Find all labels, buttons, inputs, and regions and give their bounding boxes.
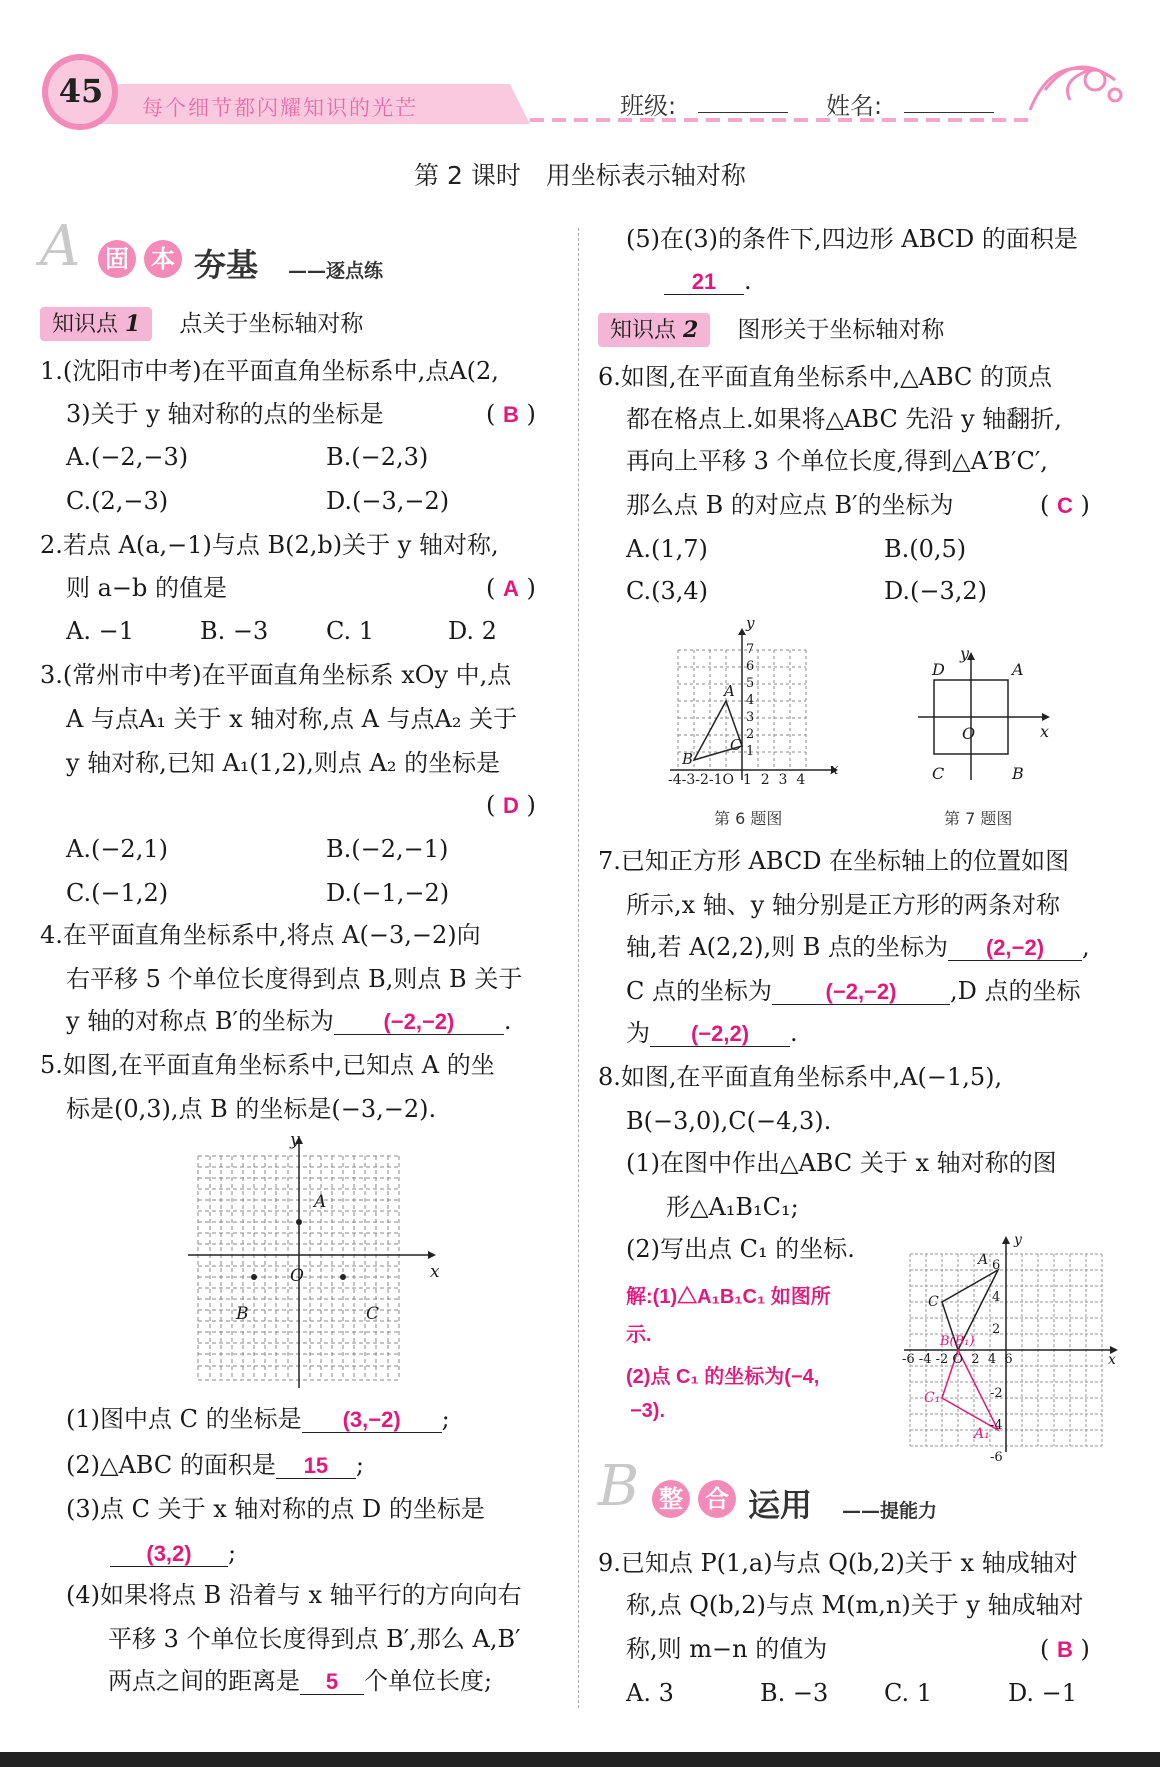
q8-part2: (2)写出点 C₁ 的坐标. bbox=[626, 1235, 855, 1263]
fig6-point-a: A bbox=[724, 682, 735, 700]
fig8-point-b: B(B₁) bbox=[940, 1334, 975, 1349]
q5-part2-answer: 15 bbox=[303, 1453, 329, 1478]
q3-option-a: A.(−2,1) bbox=[66, 835, 168, 863]
q3-option-b: B.(−2,−1) bbox=[326, 835, 449, 863]
fig7-x-label: x bbox=[1040, 722, 1050, 741]
section-b-title: 运用 bbox=[748, 1486, 813, 1524]
q5-part4-line3: 两点之间的距离是 5 个单位长度; bbox=[108, 1667, 493, 1695]
figure-q8-grid bbox=[900, 1236, 1122, 1454]
q7-answer-c: (−2,−2) bbox=[825, 979, 897, 1004]
q8-part1-line1: (1)在图中作出△ABC 关于 x 轴对称的图 bbox=[626, 1149, 1057, 1177]
section-a-title: 夯基 bbox=[194, 246, 259, 284]
fig6-x-label: x bbox=[830, 760, 839, 778]
header-slogan: 每个细节都闪耀知识的光芒 bbox=[142, 96, 418, 120]
q3-line1: 3.(常州市中考)在平面直角坐标系 xOy 中,点 bbox=[40, 661, 512, 689]
q8-solution-4: −3). bbox=[630, 1400, 666, 1422]
q5-part3-answer-line: (3,2) ; bbox=[110, 1538, 236, 1568]
q2-line1: 2.若点 A(a,−1)与点 B(2,b)关于 y 轴对称, bbox=[40, 531, 499, 559]
q5-part4-answer: 5 bbox=[325, 1669, 339, 1694]
fig8-x-ticks: -6 -4 -2 O 2 4 6 bbox=[902, 1352, 1013, 1367]
fig8-point-c: C bbox=[928, 1294, 939, 1310]
q9-line3: 称,则 m−n 的值为 bbox=[626, 1635, 828, 1663]
fig7-y-label: y bbox=[960, 644, 970, 663]
fig7-caption: 第 7 题图 bbox=[944, 809, 1013, 828]
fig6-point-b: B bbox=[682, 750, 694, 768]
fig7-point-a: A bbox=[1012, 660, 1024, 679]
q2-option-a: A. −1 bbox=[66, 617, 134, 645]
section-b-char2: 合 bbox=[698, 1480, 736, 1518]
page-number: 45 bbox=[58, 72, 104, 110]
q8-solution-2: 示. bbox=[626, 1324, 652, 1346]
q8-line1: 8.如图,在平面直角坐标系中,A(−1,5), bbox=[598, 1063, 1003, 1091]
fig8-x-label: x bbox=[1108, 1352, 1116, 1368]
fig8-point-a1: A₁ bbox=[974, 1426, 990, 1442]
q7-line5: 为 (−2,2) . bbox=[626, 1019, 798, 1047]
q9-option-c: C. 1 bbox=[884, 1679, 933, 1707]
q9-option-a: A. 3 bbox=[626, 1679, 674, 1707]
q4-line3: y 轴的对称点 B′的坐标为 (−2,−2) . bbox=[66, 1007, 512, 1035]
q8-line2: B(−3,0),C(−4,3). bbox=[626, 1107, 832, 1135]
section-b-char1: 整 bbox=[652, 1480, 690, 1518]
q1-option-b: B.(−2,3) bbox=[326, 443, 429, 471]
q5-part1-answer: (3,−2) bbox=[342, 1407, 401, 1432]
q5-part5: (5)在(3)的条件下,四边形 ABCD 的面积是 bbox=[626, 225, 1078, 253]
q6-option-d: D.(−3,2) bbox=[884, 577, 988, 605]
section-a-char1: 固 bbox=[98, 240, 136, 278]
q3-option-c: C.(−1,2) bbox=[66, 879, 169, 907]
q3-option-d: D.(−1,−2) bbox=[326, 879, 450, 907]
q6-line1: 6.如图,在平面直角坐标系中,△ABC 的顶点 bbox=[598, 363, 1053, 391]
q5-part3-answer: (3,2) bbox=[146, 1541, 192, 1566]
q9-answer: ( B ) bbox=[1040, 1635, 1090, 1663]
q5-line2: 标是(0,3),点 B 的坐标是(−3,−2). bbox=[66, 1095, 437, 1123]
q8-solution-1: 解:(1)△A₁B₁C₁ 如图所 bbox=[626, 1286, 831, 1308]
q1-option-d: D.(−3,−2) bbox=[326, 487, 450, 515]
q4-line1: 4.在平面直角坐标系中,将点 A(−3,−2)向 bbox=[40, 921, 481, 949]
q1-option-c: C.(2,−3) bbox=[66, 487, 169, 515]
q1-line2: 3)关于 y 轴对称的点的坐标是 bbox=[66, 400, 384, 428]
knowledge-point-1 bbox=[40, 305, 363, 341]
q6-line4: 那么点 B 的对应点 B′的坐标为 bbox=[626, 491, 954, 519]
q2-option-c: C. 1 bbox=[326, 617, 375, 645]
q4-line2: 右平移 5 个单位长度得到点 B,则点 B 关于 bbox=[66, 965, 523, 993]
kp2-title: 图形关于坐标轴对称 bbox=[737, 317, 945, 343]
fig5-point-a: A bbox=[314, 1192, 327, 1212]
name-blank[interactable] bbox=[904, 112, 994, 113]
fig7-point-b: B bbox=[1012, 764, 1024, 783]
q7-line4: C 点的坐标为 (−2,−2) ,D 点的坐标 bbox=[626, 977, 1081, 1005]
section-b-letter: B bbox=[598, 1454, 640, 1519]
q7-answer-b: (2,−2) bbox=[985, 935, 1045, 960]
q5-part4-line2: 平移 3 个单位长度得到点 B′,那么 A,B′ bbox=[108, 1625, 521, 1653]
q6-line2: 都在格点上.如果将△ABC 先沿 y 轴翻折, bbox=[626, 405, 1062, 433]
q9-line2: 称,点 Q(b,2)与点 M(m,n)关于 y 轴成轴对 bbox=[626, 1591, 1084, 1619]
q8-part1-line2: 形△A₁B₁C₁; bbox=[666, 1193, 799, 1221]
q6-option-a: A.(1,7) bbox=[626, 535, 708, 563]
section-a-letter: A bbox=[40, 214, 81, 279]
section-a-sub: ——逐点练 bbox=[288, 260, 384, 282]
class-label: 班级: bbox=[620, 92, 677, 120]
q4-answer: (−2,−2) bbox=[383, 1009, 455, 1034]
section-b-header bbox=[598, 1454, 998, 1532]
fig6-y-label: y bbox=[746, 614, 755, 632]
q7-line3: 轴,若 A(2,2),则 B 点的坐标为 (2,−2) , bbox=[626, 933, 1090, 961]
q6-option-c: C.(3,4) bbox=[626, 577, 709, 605]
q5-part4-line1: (4)如果将点 B 沿着与 x 轴平行的方向向右 bbox=[66, 1581, 522, 1609]
q1-answer: ( B ) bbox=[486, 400, 536, 428]
q8-solution-3: (2)点 C₁ 的坐标为(−4, bbox=[626, 1366, 820, 1388]
kp2-badge: 知识点 2 bbox=[598, 313, 710, 347]
q5-part3: (3)点 C 关于 x 轴对称的点 D 的坐标是 bbox=[66, 1495, 485, 1523]
section-a-char2: 本 bbox=[144, 240, 182, 278]
q6-option-b: B.(0,5) bbox=[884, 535, 967, 563]
header bbox=[0, 0, 1160, 130]
q6-line3: 再向上平移 3 个单位长度,得到△A′B′C′, bbox=[626, 447, 1048, 475]
fig7-point-d: D bbox=[932, 660, 945, 679]
q6-answer: ( C ) bbox=[1040, 491, 1090, 519]
q3-line2: A 与点A₁ 关于 x 轴对称,点 A 与点A₂ 关于 bbox=[66, 705, 518, 733]
q9-line1: 9.已知点 P(1,a)与点 Q(b,2)关于 x 轴成轴对 bbox=[598, 1549, 1078, 1577]
fig6-point-c: C bbox=[730, 736, 742, 754]
q2-answer: ( A ) bbox=[486, 574, 536, 602]
q3-answer: ( D ) bbox=[486, 791, 536, 819]
fig6-y-ticks: 7 6 5 4 3 2 1 bbox=[746, 642, 755, 759]
q5-part5-answer: 21 bbox=[691, 269, 717, 294]
kp1-badge: 知识点 1 bbox=[40, 307, 152, 341]
knowledge-point-2 bbox=[598, 311, 944, 347]
fig6-caption: 第 6 题图 bbox=[714, 809, 783, 828]
section-b-sub: ——提能力 bbox=[842, 1500, 938, 1522]
fig5-x-label: x bbox=[430, 1262, 440, 1282]
fig5-origin: O bbox=[290, 1266, 304, 1286]
q5-part2: (2)△ABC 的面积是 15 ; bbox=[66, 1451, 364, 1479]
q5-part5-answer-line: 21 . bbox=[664, 266, 752, 296]
fig8-point-a: A bbox=[978, 1252, 989, 1268]
fig8-y-label: y bbox=[1014, 1232, 1022, 1248]
q5-part1: (1)图中点 C 的坐标是 (3,−2) ; bbox=[66, 1405, 450, 1433]
kp1-title: 点关于坐标轴对称 bbox=[179, 311, 364, 337]
fig7-point-c: C bbox=[932, 764, 945, 783]
class-blank[interactable] bbox=[698, 112, 788, 113]
fig6-x-ticks: -4-3-2-1O 1 2 3 4 bbox=[668, 772, 806, 788]
fig5-point-c: C bbox=[366, 1304, 380, 1324]
q1-line1: 1.(沈阳市中考)在平面直角坐标系中,点A(2, bbox=[40, 357, 499, 385]
fig7-origin: O bbox=[962, 724, 976, 743]
q2-option-d: D. 2 bbox=[448, 617, 497, 645]
fig8-y-ticks: 6 4 2 -2 -4 -6 bbox=[990, 1258, 1003, 1465]
page-title: 第 2 课时 用坐标表示轴对称 bbox=[414, 161, 746, 190]
q2-option-b: B. −3 bbox=[200, 617, 269, 645]
q9-option-d: D. −1 bbox=[1008, 1679, 1078, 1707]
section-a-header bbox=[40, 214, 440, 292]
q7-line1: 7.已知正方形 ABCD 在坐标轴上的位置如图 bbox=[598, 847, 1070, 875]
fig5-y-label: y bbox=[290, 1130, 300, 1150]
q9-option-b: B. −3 bbox=[760, 1679, 829, 1707]
q1-option-a: A.(−2,−3) bbox=[66, 443, 189, 471]
q7-answer-d: (−2,2) bbox=[690, 1021, 750, 1046]
q7-line2: 所示,x 轴、y 轴分别是正方形的两条对称 bbox=[626, 891, 1060, 919]
q3-line3: y 轴对称,已知 A₁(1,2),则点 A₂ 的坐标是 bbox=[66, 749, 501, 777]
bottom-bar bbox=[0, 1752, 1160, 1767]
fig5-point-b: B bbox=[236, 1304, 249, 1324]
name-label: 姓名: bbox=[826, 92, 883, 120]
column-divider bbox=[578, 228, 579, 1708]
q5-line1: 5.如图,在平面直角坐标系中,已知点 A 的坐 bbox=[40, 1051, 495, 1079]
fig8-point-c1: C₁ bbox=[924, 1390, 941, 1406]
figure-q5-grid bbox=[180, 1130, 450, 1390]
q2-line2: 则 a−b 的值是 bbox=[66, 574, 228, 602]
